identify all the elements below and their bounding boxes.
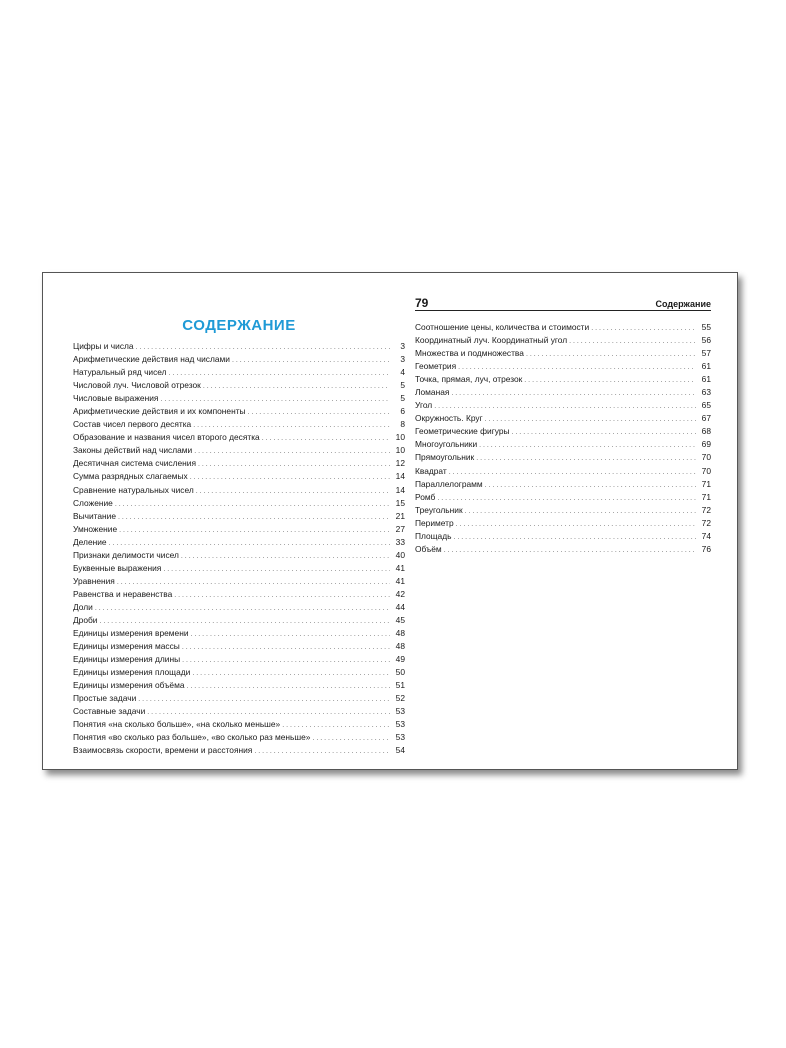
toc-entry-label: Натуральный ряд чисел	[73, 367, 167, 378]
toc-leader-dots	[524, 374, 696, 386]
toc-entry-label: Буквенные выражения	[73, 562, 162, 573]
toc-entry	[73, 497, 405, 510]
toc-entry-label: Цифры и числа	[73, 341, 134, 351]
left-page	[73, 273, 405, 769]
toc-entry	[415, 425, 711, 438]
toc-entry-page: 63	[701, 387, 711, 398]
toc-list-left	[73, 340, 405, 758]
toc-leader-dots	[117, 576, 390, 588]
toc-entry-page: 5	[400, 380, 405, 391]
toc-leader-dots	[109, 537, 390, 549]
toc-entry-label: Координатный луч. Координатный угол	[415, 335, 568, 346]
toc-leader-dots	[163, 563, 390, 575]
toc-entry-page: 3	[400, 341, 405, 351]
toc-entry-page: 21	[395, 510, 405, 521]
toc-entry-page: 50	[395, 667, 405, 678]
toc-leader-dots	[182, 641, 390, 653]
toc-entry-label: Образование и названия чисел второго десятка	[73, 432, 260, 443]
toc-entry-label: Десятичная система счисления	[73, 458, 196, 469]
toc-leader-dots	[312, 732, 390, 744]
toc-entry	[73, 666, 405, 679]
page-number: 79	[415, 296, 429, 310]
toc-entry-page: 8	[400, 419, 405, 430]
toc-entry	[415, 438, 711, 451]
toc-entry-page: 48	[395, 641, 405, 652]
toc-entry-page: 41	[395, 575, 405, 586]
toc-leader-dots	[160, 393, 390, 405]
toc-leader-dots	[458, 361, 696, 373]
toc-entry-page: 3	[400, 354, 405, 365]
toc-entry-page: 12	[395, 458, 405, 469]
toc-entry-label: Равенства и неравенства	[73, 588, 173, 599]
toc-entry	[73, 523, 405, 536]
toc-leader-dots	[193, 419, 390, 431]
toc-entry-page: 71	[701, 491, 711, 502]
toc-entry	[73, 366, 405, 379]
toc-entry-page: 74	[701, 530, 711, 541]
toc-entry	[73, 679, 405, 692]
toc-entry-label: Ромб	[415, 491, 436, 502]
toc-entry	[73, 510, 405, 523]
running-header	[415, 294, 711, 311]
toc-entry	[415, 465, 711, 478]
toc-leader-dots	[232, 354, 390, 366]
toc-entry-label: Параллелограмм	[415, 478, 483, 489]
toc-leader-dots	[437, 492, 696, 504]
toc-entry	[415, 347, 711, 360]
toc-entry-page: 14	[395, 471, 405, 482]
toc-entry	[73, 470, 405, 483]
toc-entry-label: Числовые выражения	[73, 393, 159, 404]
toc-entry	[415, 543, 711, 556]
toc-entry	[73, 575, 405, 588]
toc-entry-page: 48	[395, 628, 405, 639]
toc-entry-page: 40	[395, 549, 405, 560]
toc-entry-page: 69	[701, 439, 711, 450]
toc-leader-dots	[95, 602, 390, 614]
toc-entry-label: Точка, прямая, луч, отрезок	[415, 374, 523, 385]
toc-leader-dots	[262, 432, 390, 444]
toc-leader-dots	[453, 531, 696, 543]
toc-entry	[73, 601, 405, 614]
book-spread	[42, 272, 738, 770]
toc-leader-dots	[512, 426, 696, 438]
toc-leader-dots	[451, 387, 696, 399]
toc-leader-dots	[203, 380, 390, 392]
toc-entry-page: 33	[395, 536, 405, 547]
toc-entry	[415, 373, 711, 386]
toc-entry	[415, 399, 711, 412]
toc-entry-label: Умножение	[73, 523, 118, 534]
toc-entry-page: 70	[701, 452, 711, 463]
toc-leader-dots	[465, 505, 696, 517]
section-name: Содержание	[655, 299, 711, 309]
toc-entry-label: Площадь	[415, 530, 452, 541]
toc-entry-label: Сравнение натуральных чисел	[73, 484, 194, 495]
toc-list-right	[415, 321, 711, 556]
toc-entry	[73, 484, 405, 497]
toc-entry-page: 61	[701, 374, 711, 385]
toc-leader-dots	[456, 518, 696, 530]
toc-entry-page: 53	[395, 706, 405, 717]
toc-entry-label: Составные задачи	[73, 706, 146, 717]
toc-leader-dots	[591, 322, 696, 334]
toc-leader-dots	[174, 589, 390, 601]
toc-entry	[73, 457, 405, 470]
toc-entry	[73, 744, 405, 757]
toc-entry-label: Единицы измерения массы	[73, 641, 180, 652]
toc-entry	[415, 386, 711, 399]
toc-entry-page: 42	[395, 588, 405, 599]
toc-entry-page: 57	[701, 348, 711, 359]
toc-leader-dots	[198, 458, 390, 470]
toc-entry	[73, 705, 405, 718]
toc-entry-page: 54	[395, 745, 405, 756]
toc-leader-dots	[254, 745, 390, 757]
toc-entry	[415, 360, 711, 373]
toc-leader-dots	[434, 400, 696, 412]
toc-entry-label: Понятия «на сколько больше», «на сколько меньше»	[73, 719, 281, 730]
toc-leader-dots	[181, 550, 390, 562]
toc-entry-label: Соотношение цены, количества и стоимости	[415, 322, 590, 332]
toc-leader-dots	[136, 341, 390, 353]
toc-entry-page: 41	[395, 562, 405, 573]
toc-entry	[73, 444, 405, 457]
right-page	[415, 273, 711, 769]
toc-leader-dots	[115, 498, 390, 510]
toc-entry-label: Сумма разрядных слагаемых	[73, 471, 188, 482]
toc-entry	[73, 431, 405, 444]
toc-entry	[73, 353, 405, 366]
toc-leader-dots	[282, 719, 390, 731]
toc-entry	[415, 504, 711, 517]
toc-entry-page: 4	[400, 367, 405, 378]
toc-leader-dots	[444, 544, 696, 556]
toc-entry	[415, 530, 711, 543]
toc-entry-label: Угол	[415, 400, 433, 411]
toc-entry	[73, 614, 405, 627]
toc-entry-label: Треугольник	[415, 504, 463, 515]
toc-entry	[73, 731, 405, 744]
toc-entry-label: Уравнения	[73, 575, 115, 586]
toc-entry	[73, 627, 405, 640]
toc-leader-dots	[476, 452, 696, 464]
toc-leader-dots	[182, 654, 390, 666]
toc-leader-dots	[187, 680, 391, 692]
toc-entry-label: Периметр	[415, 517, 454, 528]
toc-entry-label: Геометрические фигуры	[415, 426, 510, 437]
toc-leader-dots	[169, 367, 390, 379]
toc-entry	[73, 692, 405, 705]
toc-entry	[73, 640, 405, 653]
toc-entry	[415, 412, 711, 425]
toc-entry-page: 72	[701, 517, 711, 528]
toc-entry	[73, 379, 405, 392]
toc-leader-dots	[196, 485, 390, 497]
toc-entry-page: 70	[701, 465, 711, 476]
toc-leader-dots	[526, 348, 696, 360]
toc-leader-dots	[485, 413, 696, 425]
toc-leader-dots	[119, 524, 390, 536]
toc-entry-page: 72	[701, 504, 711, 515]
toc-entry-page: 71	[701, 478, 711, 489]
toc-entry-label: Доли	[73, 601, 93, 612]
toc-entry	[73, 562, 405, 575]
toc-entry-label: Ломаная	[415, 387, 450, 398]
toc-entry-page: 10	[395, 445, 405, 456]
toc-entry-label: Прямоугольник	[415, 452, 475, 463]
toc-entry	[415, 334, 711, 347]
toc-entry	[415, 517, 711, 530]
toc-entry	[73, 405, 405, 418]
toc-entry	[73, 588, 405, 601]
toc-entry	[415, 491, 711, 504]
toc-entry-label: Арифметические действия над числами	[73, 354, 230, 365]
toc-entry-page: 53	[395, 732, 405, 743]
toc-entry-page: 61	[701, 361, 711, 372]
toc-entry-label: Единицы измерения площади	[73, 667, 191, 678]
toc-leader-dots	[190, 471, 390, 483]
toc-entry-label: Объём	[415, 543, 442, 554]
toc-leader-dots	[194, 445, 390, 457]
toc-entry-label: Окружность. Круг	[415, 413, 483, 424]
toc-leader-dots	[147, 706, 390, 718]
toc-entry-page: 44	[395, 601, 405, 612]
toc-leader-dots	[118, 511, 390, 523]
toc-entry-label: Арифметические действия и их компоненты	[73, 406, 246, 417]
toc-entry-label: Вычитание	[73, 510, 117, 521]
toc-entry	[415, 321, 711, 334]
toc-leader-dots	[191, 628, 391, 640]
toc-entry-page: 76	[701, 543, 711, 554]
toc-entry-label: Сложение	[73, 497, 113, 508]
toc-entry-label: Деление	[73, 536, 107, 547]
toc-entry-page: 14	[395, 484, 405, 495]
toc-leader-dots	[99, 615, 390, 627]
toc-entry-page: 51	[395, 680, 405, 691]
toc-entry-label: Понятия «во сколько раз больше», «во сколько раз меньше»	[73, 732, 311, 743]
toc-entry-label: Законы действий над числами	[73, 445, 193, 456]
toc-entry-label: Дроби	[73, 614, 98, 625]
toc-entry-page: 15	[395, 497, 405, 508]
toc-entry-page: 27	[395, 523, 405, 534]
toc-entry-page: 67	[701, 413, 711, 424]
toc-entry	[415, 478, 711, 491]
toc-entry-label: Признаки делимости чисел	[73, 549, 179, 560]
toc-entry-page: 52	[395, 693, 405, 704]
toc-entry	[73, 340, 405, 353]
toc-leader-dots	[138, 693, 390, 705]
toc-entry-page: 49	[395, 654, 405, 665]
toc-entry-page: 55	[701, 322, 711, 332]
toc-entry-page: 6	[400, 406, 405, 417]
toc-entry	[73, 392, 405, 405]
toc-leader-dots	[192, 667, 390, 679]
toc-entry-label: Единицы измерения длины	[73, 654, 181, 665]
toc-leader-dots	[569, 335, 696, 347]
toc-entry-page: 5	[400, 393, 405, 404]
toc-entry	[73, 549, 405, 562]
toc-entry-label: Единицы измерения времени	[73, 628, 189, 639]
toc-entry-label: Числовой луч. Числовой отрезок	[73, 380, 201, 391]
toc-leader-dots	[248, 406, 390, 418]
toc-entry-page: 56	[701, 335, 711, 346]
toc-entry	[73, 536, 405, 549]
toc-entry	[73, 653, 405, 666]
toc-entry-label: Простые задачи	[73, 693, 137, 704]
toc-entry-page: 45	[395, 614, 405, 625]
toc-leader-dots	[449, 466, 696, 478]
toc-entry	[415, 451, 711, 464]
toc-entry-page: 10	[395, 432, 405, 443]
toc-entry-page: 68	[701, 426, 711, 437]
toc-title: СОДЕРЖАНИЕ	[182, 317, 296, 334]
toc-entry-label: Многоугольники	[415, 439, 478, 450]
toc-entry-label: Взаимосвязь скорости, времени и расстояния	[73, 745, 253, 756]
toc-entry	[73, 418, 405, 431]
toc-entry	[73, 718, 405, 731]
toc-entry-page: 53	[395, 719, 405, 730]
toc-entry-label: Квадрат	[415, 465, 447, 476]
toc-entry-label: Геометрия	[415, 361, 457, 372]
toc-leader-dots	[485, 479, 696, 491]
toc-entry-label: Состав чисел первого десятка	[73, 419, 192, 430]
toc-leader-dots	[479, 439, 696, 451]
toc-entry-label: Множества и подмножества	[415, 348, 524, 359]
toc-entry-label: Единицы измерения объёма	[73, 680, 185, 691]
toc-entry-page: 65	[701, 400, 711, 411]
